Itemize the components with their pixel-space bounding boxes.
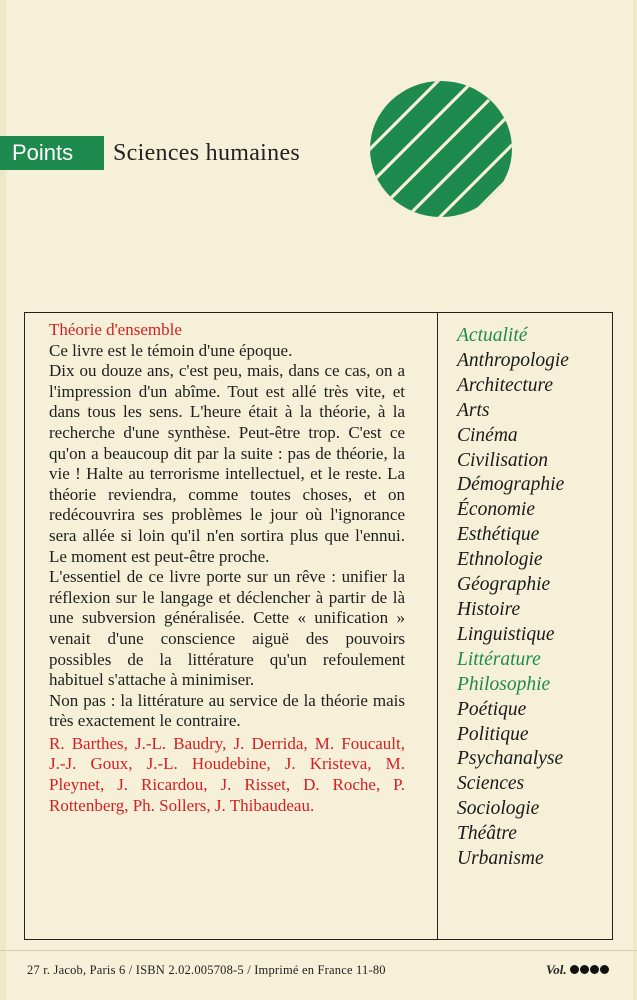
discipline-item: Économie [457, 499, 535, 521]
volume-dot-icon [570, 965, 579, 974]
discipline-item: Esthétique [457, 524, 540, 546]
discipline-item: Anthropologie [457, 349, 569, 371]
discipline-item: Ethnologie [457, 549, 543, 571]
discipline-item: Architecture [457, 374, 554, 396]
discipline-item: Sciences [457, 773, 525, 795]
volume-dot-icon [590, 965, 599, 974]
striped-disc-logo-icon [369, 80, 513, 218]
imprint-line: 27 r. Jacob, Paris 6 / ISBN 2.02.005708-5 / Imprimé en France 11-80 [27, 963, 386, 977]
column-divider [437, 312, 438, 940]
discipline-item: Linguistique [457, 623, 555, 645]
discipline-item: Civilisation [457, 449, 549, 471]
discipline-item: Actualité [457, 325, 528, 346]
discipline-item: Poétique [457, 698, 527, 720]
blurb-title: Théorie d'ensemble [49, 320, 182, 339]
discipline-item: Littérature [457, 648, 541, 670]
volume-dot-icon [600, 965, 609, 974]
blurb-paragraph: Ce livre est le témoin d'une époque. [49, 340, 293, 360]
blurb-paragraph: Non pas : la littérature au service de la théorie mais très exactement le contraire. [49, 690, 405, 731]
discipline-item: Histoire [457, 598, 521, 620]
blurb-paragraph: Dix ou douze ans, c'est peu, mais, dans ce cas, on a l'impression d'un abîme. Tout est allé très vite, et dans tous les sens. L'heure était à la théorie, à la recherche d'une synthèse. Peut-être trop. C'est ce qu'on a beaucoup dit par la suite : pas de théorie, la vie ! Halte au terrorisme intellectuel, et le reste. La théorie reviendra, comme toutes choses, et on redécouvrira ses problèmes le jour où l'ignorance sera allée si loin qu'il n'en sortira plus que l'ennui. Le moment est peut-être proche. [49, 361, 405, 566]
discipline-item: Cinéma [457, 424, 518, 446]
volume-dot-icon [580, 965, 589, 974]
volume-dots [569, 962, 609, 978]
discipline-list [457, 324, 607, 872]
discipline-item: Sociologie [457, 798, 540, 820]
back-cover-blurb [49, 320, 405, 816]
discipline-item: Psychanalyse [457, 748, 564, 770]
authors-list: R. Barthes, J.-L. Baudry, J. Derrida, M. Foucault, J.-J. Goux, J.-L. Houdebine, J. Kristeva, M. Pleynet, J. Ricardou, J. Risset, D. Roche, P. Rottenberg, Ph. Sollers, J. Thibaudeau. [49, 733, 405, 815]
discipline-item: Urbanisme [457, 848, 544, 870]
discipline-item: Politique [457, 723, 529, 745]
volume-label: Vol. [546, 962, 567, 977]
discipline-item: Philosophie [457, 673, 551, 695]
series-title: Sciences humaines [113, 139, 301, 166]
footer-rule [0, 950, 637, 951]
discipline-item: Démographie [457, 474, 565, 496]
discipline-item: Géographie [457, 574, 551, 596]
discipline-item: Arts [457, 399, 490, 421]
collection-badge [0, 136, 104, 170]
volume-indicator [546, 962, 609, 978]
blurb-paragraph: L'essentiel de ce livre porte sur un rêve : unifier la réflexion sur le langage et déclencher à partir de là une subversion généralisée. Cette « unification » venait d'une conscience aiguë des pouvoirs possibles de la littérature qu'un refoulement habituel s'attache à minimiser. [49, 567, 405, 690]
discipline-item: Théâtre [457, 823, 517, 845]
collection-name: Points [12, 140, 74, 165]
page-edge-right [633, 0, 637, 1000]
